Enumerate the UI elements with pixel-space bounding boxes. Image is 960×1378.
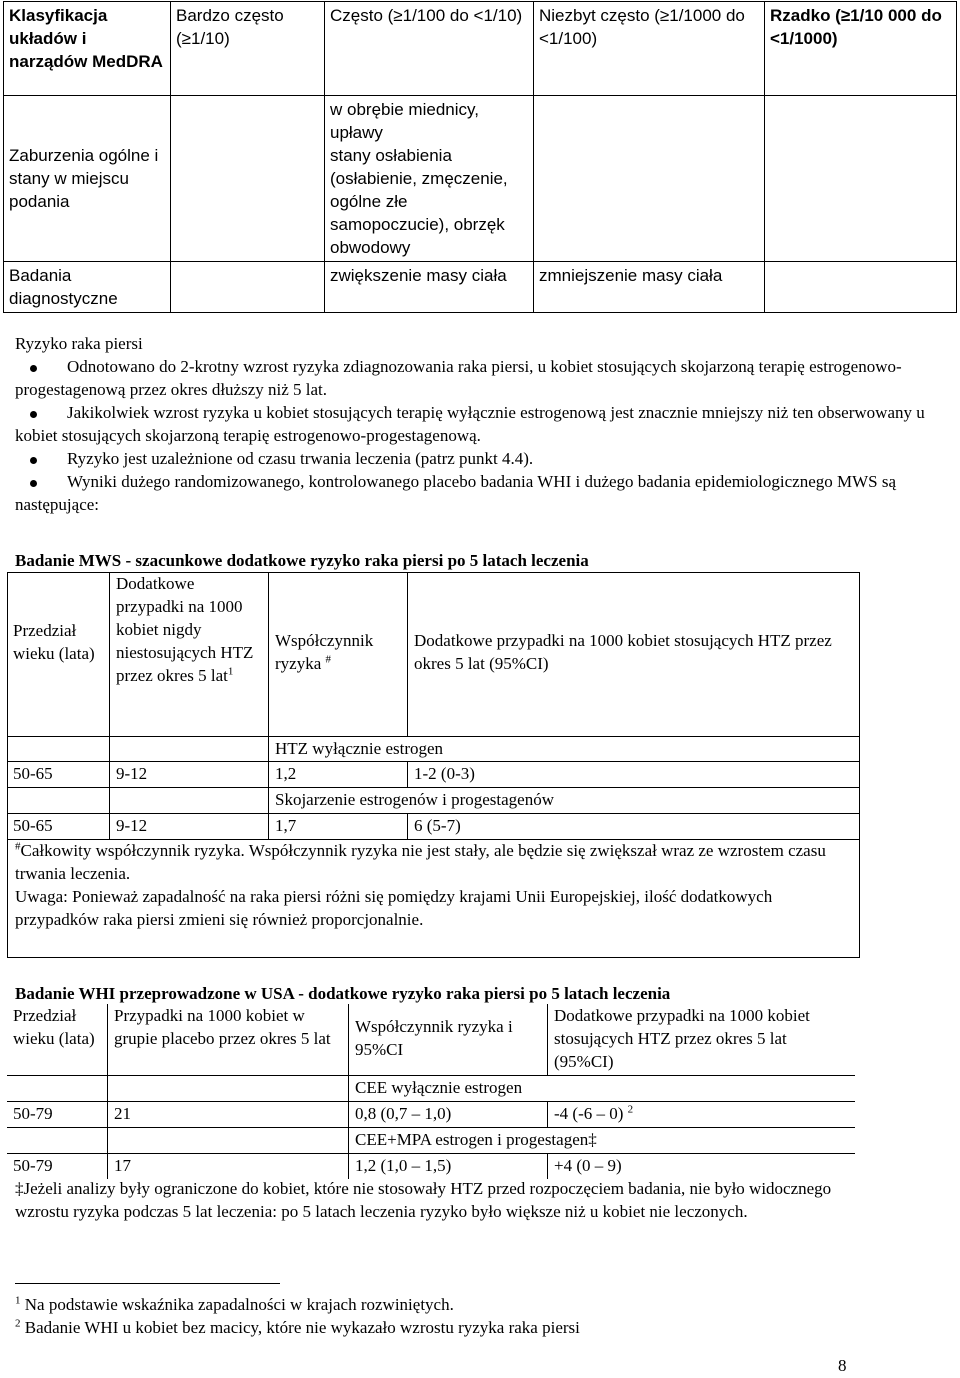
- group-label: CEE wyłącznie estrogen: [349, 1075, 856, 1101]
- group-label: CEE+MPA estrogen i progestagen‡: [349, 1127, 856, 1153]
- footnote-ref: #: [325, 653, 332, 666]
- whi-note: ‡Jeżeli analizy były ograniczone do kobiet, które nie stosowały HTZ przed rozpoczęciem badania, nie było widocznego wzrostu ryzyka podczas 5 lat leczenia: po 5 latach leczenia ryzyko było większe niż u kobiet nie leczonych.: [15, 1179, 832, 1221]
- bullet-text: Odnotowano do 2-krotny wzrost ryzyka zdiagnozowania raka piersi, u kobiet stosujących skojarzoną terapię estrogenowo-progestagenową przez okres dłuższy niż 5 lat.: [15, 356, 902, 399]
- table-row: [7, 1153, 855, 1178]
- header-cell: Dodatkowe przypadki na 1000 kobiet stosujących HTZ przez okres 5 lat (95%CI): [408, 572, 861, 736]
- table-cell: [108, 1127, 349, 1153]
- bullet-list: [15, 356, 950, 517]
- header-cell: [269, 572, 408, 736]
- table-cell: [7, 1075, 108, 1101]
- header-cell: Dodatkowe przypadki na 1000 kobiet stosujących HTZ przez okres 5 lat (95%CI): [548, 1004, 856, 1075]
- table-cell: [108, 1075, 349, 1101]
- footnote-ref: #: [15, 840, 21, 853]
- table-cell: 1,2: [269, 762, 408, 788]
- group-label: HTZ wyłącznie estrogen: [269, 736, 861, 762]
- group-row: [7, 1127, 855, 1153]
- bullet-text: Jakikolwiek wzrost ryzyka u kobiet stosujących terapię wyłącznie estrogenową jest znacznie mniejszy niż ten obserwowany u kobiet stosujących skojarzoną terapię estrogenowo-progestagenową.: [15, 402, 925, 445]
- bullet-icon: [30, 365, 37, 372]
- bullet-icon: [30, 480, 37, 487]
- header-cell: Przypadki na 1000 kobiet w grupie placebo przez okres 5 lat: [108, 1004, 349, 1075]
- list-item: [15, 448, 950, 471]
- header-cell: Przedział wieku (lata): [7, 572, 110, 736]
- table-row: [7, 762, 860, 788]
- table-cell: 50-65: [7, 762, 110, 788]
- table-cell: 9-12: [110, 762, 269, 788]
- note-paragraph: Uwaga: Ponieważ zapadalność na raka piersi różni się pomiędzy krajami Unii Europejskiej, ilość dodatkowych przypadków raka piersi zmieni się również proporcjonalnie.: [15, 886, 773, 929]
- table-cell: [7, 736, 110, 762]
- footnote-ref: 1: [227, 665, 234, 678]
- table-cell: zwiększenie masy ciała: [325, 262, 534, 313]
- bullet-icon: [30, 411, 37, 418]
- header-cell: Niezbyt często (≥1/1000 do <1/100): [534, 2, 765, 96]
- table-cell: 50-79: [7, 1153, 108, 1178]
- table-cell: 50-65: [7, 814, 110, 840]
- mws-title: Badanie MWS - szacunkowe dodatkowe ryzyko raka piersi po 5 latach leczenia: [15, 551, 589, 570]
- whi-table: [7, 1004, 855, 1179]
- note-paragraph: [15, 840, 855, 886]
- table-cell: 0,8 (0,7 – 1,0): [349, 1101, 548, 1127]
- section-heading: Ryzyko raka piersi: [15, 334, 143, 353]
- table-cell: 1,2 (1,0 – 1,5): [349, 1153, 548, 1178]
- table-cell: [7, 1127, 108, 1153]
- table-row: [7, 814, 860, 840]
- list-item: [15, 471, 950, 517]
- meddra-table: [3, 1, 957, 313]
- mws-notes: [15, 840, 855, 932]
- header-cell: [110, 572, 269, 736]
- table-cell: [110, 788, 269, 814]
- table-cell: 6 (5-7): [408, 814, 861, 840]
- table-cell: 9-12: [110, 814, 269, 840]
- header-cell: Bardzo często (≥1/10): [171, 2, 325, 96]
- table-cell: w obrębie miednicy, upławy stany osłabienia (osłabienie, zmęczenie, ogólne złe samopoczucie), obrzęk obwodowy: [325, 96, 534, 262]
- note-text: Całkowity współczynnik ryzyka. Współczynnik ryzyka nie jest stały, ale będzie się zwiększał wraz ze wzrostem czasu trwania leczenia.: [15, 841, 826, 883]
- group-row: [7, 788, 860, 814]
- risk-section: [15, 333, 950, 517]
- cell-text: -4 (-6 – 0): [554, 1103, 624, 1123]
- list-item: [15, 402, 950, 448]
- bullet-text: Wyniki dużego randomizowanego, kontrolowanego placebo badania WHI i dużego badania epidemiologicznego MWS są następujące:: [15, 471, 897, 514]
- table-cell: [7, 788, 110, 814]
- table-cell: 21: [108, 1101, 349, 1127]
- footnote-ref: 2: [627, 1103, 634, 1116]
- group-label: Skojarzenie estrogenów i progestagenów: [269, 788, 861, 814]
- table-cell: [765, 262, 957, 313]
- header-text: Dodatkowe przypadki na 1000 kobiet nigdy niestosujących HTZ przez okres 5 lat: [116, 574, 254, 685]
- table-cell: [548, 1101, 856, 1127]
- bullet-icon: [30, 457, 37, 464]
- header-text: Współczynnik ryzyka: [275, 631, 374, 673]
- table-row: [4, 262, 957, 313]
- meddra-header-row: [4, 2, 957, 96]
- table-row: [7, 1101, 855, 1127]
- footnote: [15, 1294, 915, 1317]
- header-cell: Przedział wieku (lata): [7, 1004, 108, 1075]
- table-cell: 17: [108, 1153, 349, 1178]
- header-cell: Często (≥1/100 do <1/10): [325, 2, 534, 96]
- page-number: 8: [838, 1356, 847, 1375]
- table-cell: [765, 96, 957, 262]
- footnote-number: 2: [15, 1317, 21, 1330]
- group-row: [7, 1075, 855, 1101]
- footnote-text: Badanie WHI u kobiet bez macicy, które nie wykazało wzrostu ryzyka raka piersi: [24, 1317, 580, 1337]
- mws-table: [7, 572, 860, 840]
- header-cell: Współczynnik ryzyka i 95%CI: [349, 1004, 548, 1075]
- mws-header-row: [7, 572, 860, 736]
- table-cell: 1,7: [269, 814, 408, 840]
- header-cell: Klasyfikacja układów i narządów MedDRA: [4, 2, 171, 96]
- table-cell: [110, 736, 269, 762]
- table-cell: Zaburzenia ogólne i stany w miejscu podania: [4, 96, 171, 262]
- table-cell: [171, 96, 325, 262]
- footnotes: [15, 1294, 915, 1340]
- table-cell: 50-79: [7, 1101, 108, 1127]
- table-row: [4, 96, 957, 262]
- list-item: [15, 356, 950, 402]
- whi-title: Badanie WHI przeprowadzone w USA - dodatkowe ryzyko raka piersi po 5 latach leczenia: [15, 984, 671, 1003]
- table-cell: [171, 262, 325, 313]
- whi-header-row: [7, 1004, 855, 1075]
- header-cell: Rzadko (≥1/10 000 do <1/1000): [765, 2, 957, 96]
- footnote: [15, 1317, 915, 1340]
- footnote-divider: [15, 1283, 280, 1284]
- footnote-text: Na podstawie wskaźnika zapadalności w krajach rozwiniętych.: [24, 1295, 454, 1314]
- table-cell: [534, 96, 765, 262]
- table-cell: Badania diagnostyczne: [4, 262, 171, 313]
- table-cell: 1-2 (0-3): [408, 762, 861, 788]
- table-cell: zmniejszenie masy ciała: [534, 262, 765, 313]
- footnote-number: 1: [15, 1294, 21, 1307]
- table-cell: +4 (0 – 9): [548, 1153, 856, 1178]
- bullet-text: Ryzyko jest uzależnione od czasu trwania leczenia (patrz punkt 4.4).: [67, 448, 534, 468]
- group-row: [7, 736, 860, 762]
